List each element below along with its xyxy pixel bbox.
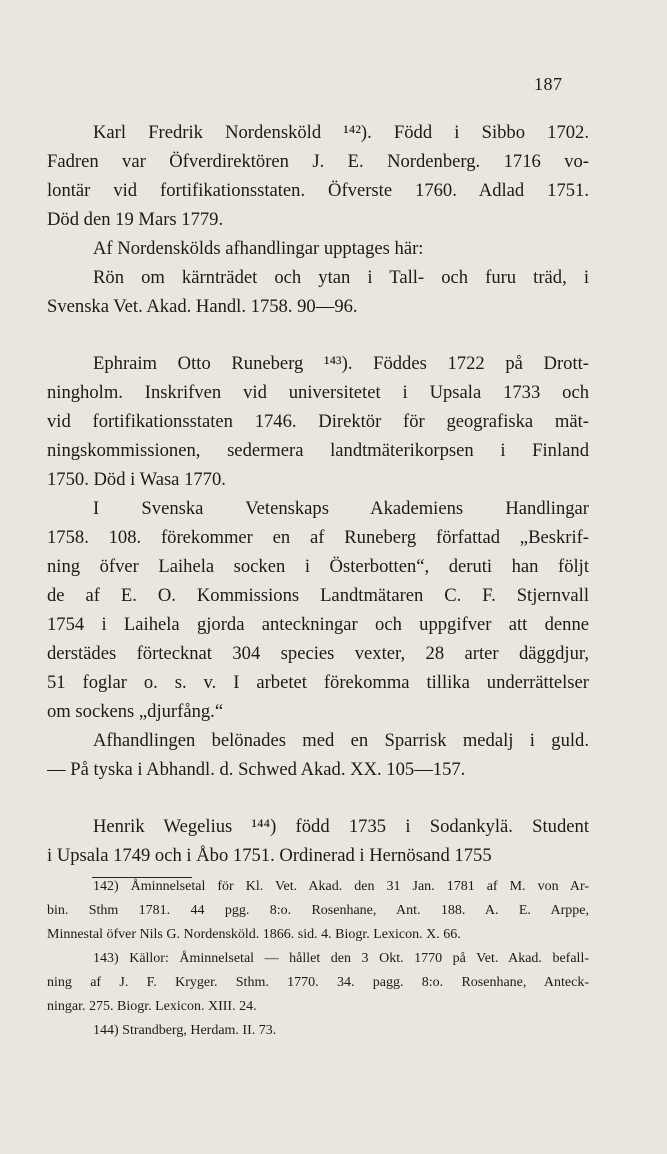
- body-line: 1758. 108. förekommer en af Runeberg författad „Beskrif-: [47, 527, 589, 548]
- body-line: de af E. O. Kommissions Landtmätaren C. F. Stjernvall: [47, 585, 589, 606]
- body-line: ning öfver Laihela socken i Österbotten“, deruti han följt: [47, 556, 589, 577]
- body-line: derstädes förtecknat 304 species vexter, 28 arter däggdjur,: [47, 643, 589, 664]
- body-line: 1754 i Laihela gjorda anteckningar och uppgifver att denne: [47, 614, 589, 635]
- body-line: Rön om kärnträdet och ytan i Tall- och furu träd, i: [93, 267, 589, 288]
- body-line: Karl Fredrik Nordensköld ¹⁴²). Född i Sibbo 1702.: [93, 122, 589, 143]
- body-line: — På tyska i Abhandl. d. Schwed Akad. XX. 105—157.: [47, 759, 466, 780]
- footnote-line: bin. Sthm 1781. 44 pgg. 8:o. Rosenhane, Ant. 188. A. E. Arppe,: [47, 903, 589, 918]
- paragraph-gap: [47, 784, 589, 812]
- body-line: 51 foglar o. s. v. I arbetet förekomma tillika underrättelser: [47, 672, 589, 693]
- body-line: lontär vid fortifikationsstaten. Öfverste 1760. Adlad 1751.: [47, 180, 589, 201]
- body-line: vid fortifikationsstaten 1746. Direktör för geografiska mät-: [47, 411, 589, 432]
- body-line: Död den 19 Mars 1779.: [47, 209, 224, 230]
- footnote-line: ningar. 275. Biogr. Lexicon. XIII. 24.: [47, 999, 257, 1014]
- body-line: ningskommissionen, sedermera landtmäterikorpsen i Finland: [47, 440, 589, 461]
- footnote-line: ning af J. F. Kryger. Sthm. 1770. 34. pagg. 8:o. Rosenhane, Anteck-: [47, 975, 589, 990]
- footnote-line: 143) Källor: Åminnelsetal — hållet den 3 Okt. 1770 på Vet. Akad. befall-: [93, 951, 589, 966]
- footnote-line: Minnestal öfver Nils G. Nordensköld. 1866. sid. 4. Biogr. Lexicon. X. 66.: [47, 927, 461, 942]
- footnotes: [47, 875, 589, 1043]
- body-line: om sockens „djurfång.“: [47, 701, 224, 722]
- body-line: Henrik Wegelius ¹⁴⁴) född 1735 i Sodankylä. Student: [93, 816, 589, 837]
- body-text: [47, 118, 589, 870]
- body-line: I Svenska Vetenskaps Akademiens Handlingar: [93, 498, 589, 519]
- paragraph-gap: [47, 321, 589, 349]
- body-line: i Upsala 1749 och i Åbo 1751. Ordinerad i Hernösand 1755: [47, 845, 492, 866]
- body-line: Af Nordenskölds afhandlingar upptages här:: [93, 238, 424, 259]
- body-line: 1750. Död i Wasa 1770.: [47, 469, 226, 490]
- body-line: ningholm. Inskrifven vid universitetet i Upsala 1733 och: [47, 382, 589, 403]
- footnote-line: 142) Åminnelsetal för Kl. Vet. Akad. den 31 Jan. 1781 af M. von Ar-: [93, 879, 589, 894]
- body-line: Svenska Vet. Akad. Handl. 1758. 90—96.: [47, 296, 358, 317]
- body-line: Fadren var Öfverdirektören J. E. Nordenberg. 1716 vo-: [47, 151, 589, 172]
- page-number: 187: [534, 74, 563, 94]
- body-line: Afhandlingen belönades med en Sparrisk medalj i guld.: [93, 730, 589, 751]
- body-line: Ephraim Otto Runeberg ¹⁴³). Föddes 1722 på Drott-: [93, 353, 589, 374]
- footnote-line: 144) Strandberg, Herdam. II. 73.: [93, 1023, 277, 1038]
